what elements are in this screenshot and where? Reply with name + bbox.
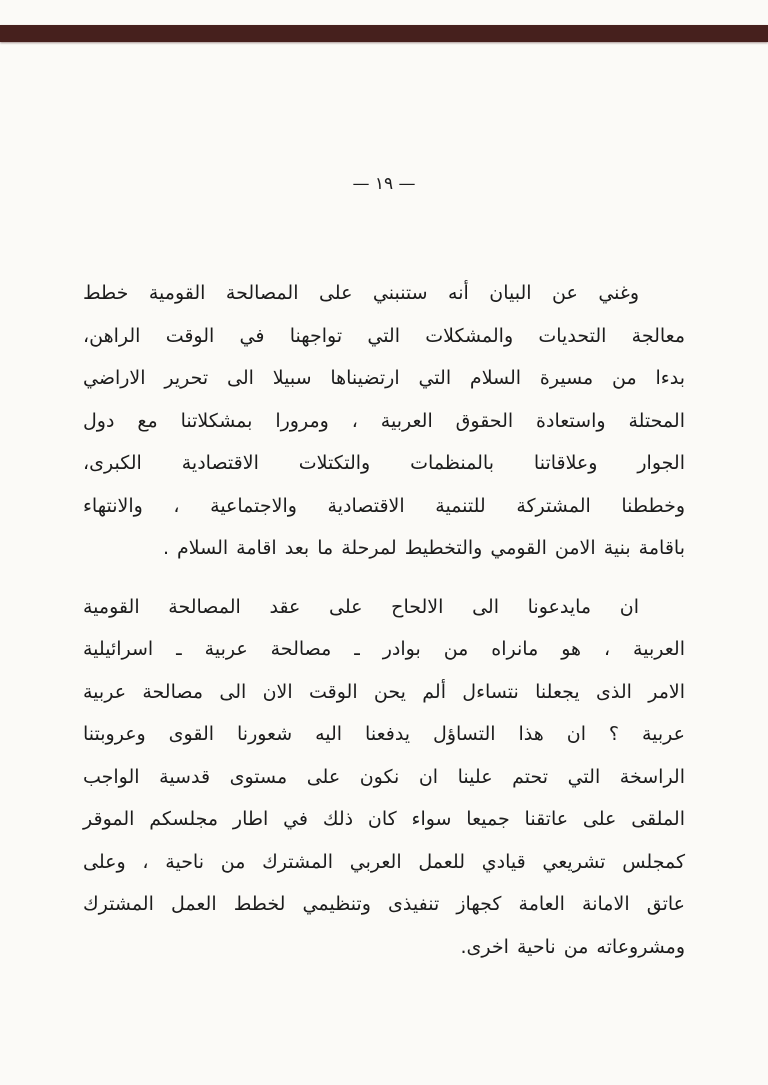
text-line: معالجة التحديات والمشكلات التي تواجهنا في الوقت الراهن، [83,324,685,347]
paragraph [83,272,685,570]
text-line: العربية ، هو مانراه من بوادر ـ مصالحة عربية ـ اسرائيلية [83,638,685,660]
text-line: عربية ؟ ان هذا التساؤل يدفعنا اليه شعورنا القوى وعروبتنا [83,723,685,745]
text-line: الامر الذى يجعلنا نتساءل ألم يحن الوقت الان الى مصالحة عربية [83,680,685,703]
text-line: الجوار وعلاقاتنا بالمنظمات والتكتلات الاقتصادية الكبرى، [83,452,685,474]
paragraph [83,586,685,969]
text-line: الراسخة التي تحتم علينا ان نكون على مستوى قدسية الواجب [83,765,685,788]
text-line: وخططنا المشتركة للتنمية الاقتصادية والاجتماعية ، والانتهاء [83,494,685,517]
text-line: ان مايدعونا الى الالحاح على عقد المصالحة القومية [83,595,639,618]
body-text [83,272,685,984]
text-line: وغني عن البيان أنه ستنبني على المصالحة القومية خطط [83,282,639,304]
page-number: — ١٩ — [352,174,416,194]
text-line: الملقى على عاتقنا جميعا سواء كان ذلك في اطار مجلسكم الموقر [83,808,685,830]
text-line: باقامة بنية الامن القومي والتخطيط لمرحلة ما بعد اقامة السلام . [162,537,685,559]
text-line: ومشروعاته من ناحية اخرى. [460,935,685,958]
text-line: كمجلس تشريعي قيادي للعمل العربي المشترك من ناحية ، وعلى [83,850,685,873]
text-line: بدءا من مسيرة السلام التي ارتضيناها سبيلا الى تحرير الاراضي [83,367,685,389]
scan-artifact-top-band [0,25,768,42]
text-line: عاتق الامانة العامة كجهاز تنفيذى وتنظيمي لخطط العمل المشترك [83,893,685,915]
text-line: المحتلة واستعادة الحقوق العربية ، ومرورا بمشكلاتنا مع دول [83,409,685,432]
